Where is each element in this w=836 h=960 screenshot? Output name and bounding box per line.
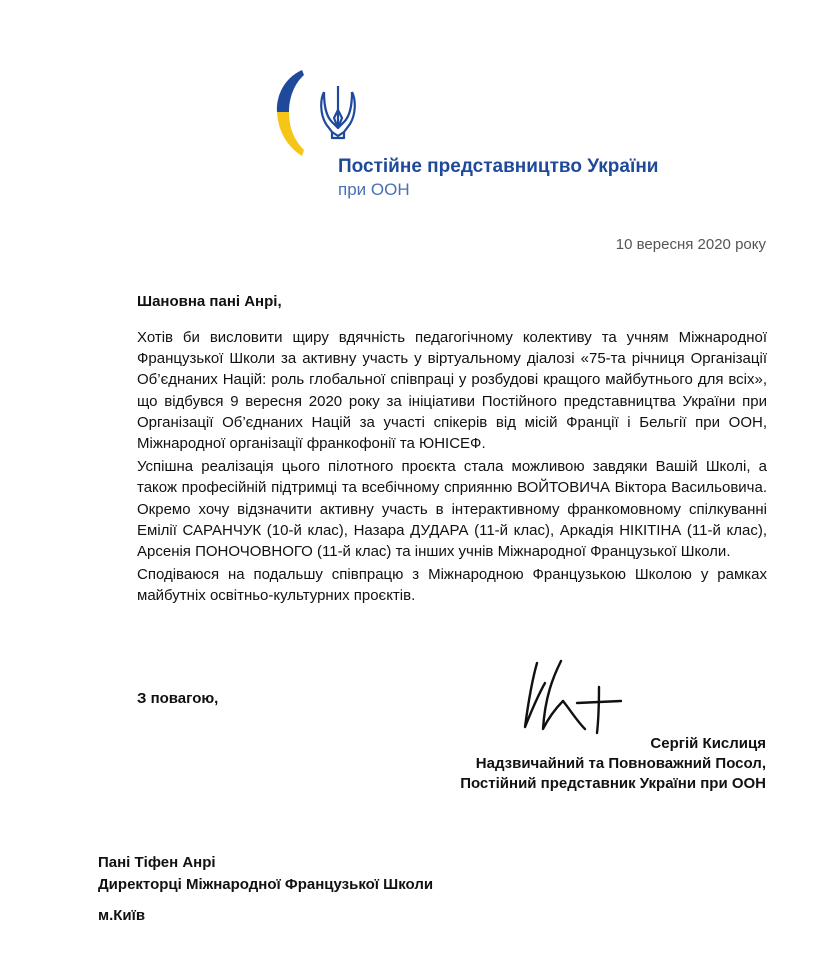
salutation: Шановна пані Анрі, [137, 293, 282, 310]
paragraph-text: Хотів би висловити щиру вдячність педагогічному колективу та учням Міжнародної Французької Школи за активну участь у віртуальному діалозі «75-та річниця Організації Об’єднаних Націй: роль глобальної співпраці у розбудові кращого майбутнього для всіх», що відбувся 9 вересня 2020 року за ініціативи Постійного представництва України при Організації Об’єднаних Націй за участі спікерів від місій Франції і Бельгії при ООН, Міжнародної організації франкофонії та ЮНІСЕФ. [137, 329, 767, 453]
trident-icon [321, 86, 355, 138]
logo-yellow-arc [277, 112, 304, 156]
city: м.Київ [98, 907, 146, 924]
signer-title: Надзвичайний та Повноважний Посол, [475, 755, 766, 772]
signer-position: Постійний представник України при ООН [460, 775, 766, 792]
paragraph-text: Успішна реалізація цього пілотного проєкта стала можливою завдяки Вашій Школі, а також професійній підтримці та всебічному сприянню ВОЙТОВИЧА Віктора Васильовича. Окремо хочу відзначити активну участь в інтерактивному франкомовному спілкуванні Емілії САРАНЧУК (10-й клас), Назара ДУДАРА (11-й клас), Аркадія НІКІТІНА (11-й клас), Арсенія ПОНОЧОВНОГО (11-й клас) та інших учнів Міжнародної Французької Школи. [137, 458, 767, 561]
org-name: Постійне представництво України [338, 156, 659, 177]
addressee-title: Директорці Міжнародної Французької Школи [98, 876, 434, 893]
letter-date: 10 вересня 2020 року [615, 236, 766, 253]
org-subtitle: при ООН [338, 180, 410, 199]
paragraph-text: Сподіваюся на подальшу співпрацю з Міжнародною Французькою Школою у рамках майбутніх освітньо-культурних проєктів. [137, 566, 767, 605]
addressee-name: Пані Тіфен Анрі [98, 854, 216, 871]
closing: З повагою, [137, 690, 219, 707]
logo-blue-arc [277, 70, 304, 112]
signer-block [460, 734, 766, 794]
signer-name: Сергій Кислиця [650, 735, 766, 752]
paragraph [137, 564, 767, 606]
mission-logo [274, 66, 364, 158]
letter-body [137, 327, 767, 609]
paragraph [137, 327, 767, 454]
paragraph [137, 456, 767, 562]
addressee-block [98, 852, 433, 896]
handwritten-signature [515, 657, 625, 737]
